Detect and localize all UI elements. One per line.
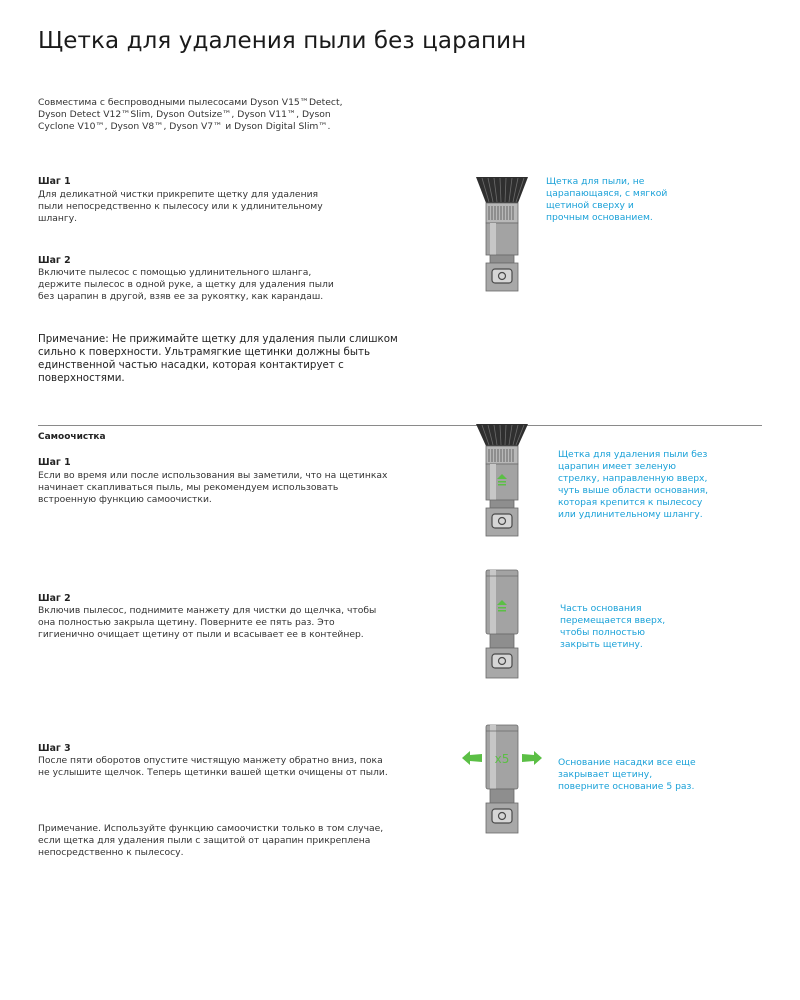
page-title: Щетка для удаления пыли без царапин xyxy=(38,28,527,54)
self-clean-step3-title: Шаг 3 xyxy=(38,743,71,754)
usage-note: Примечание: Не прижимайте щетку для удаления пыли слишком сильно к поверхности. Ультрамягкие щетинки должны быть единственной частью насадки, которая контактирует с поверхностями. xyxy=(38,333,398,384)
compatibility-text: Совместима с беспроводными пылесосами Dyson V15™Detect, Dyson Detect V12™Slim, Dyson Outsize™, Dyson V11™, Dyson Cyclone V10™, Dyson V8™, Dyson V7™ и Dyson Digital Slim™. xyxy=(38,97,343,132)
rotate-caption: Основание насадки все еще закрывает щетину, поверните основание 5 раз. xyxy=(558,757,696,792)
self-clean-note: Примечание. Используйте функцию самоочистки только в том случае, если щетка для удаления пыли с защитой от царапин прикреплена непосредственно к пылесосу. xyxy=(38,823,384,858)
brush-arrow-illustration xyxy=(474,424,530,539)
usage-step2-text: Включите пылесос с помощью удлинительного шланга, держите пылесос в одной руке, а щетку для удаления пыли без царапин в другой, взяв ее за рукоятку, как карандаш. xyxy=(38,267,334,302)
self-clean-step2-title: Шаг 2 xyxy=(38,593,71,604)
usage-step2-title: Шаг 2 xyxy=(38,255,71,266)
rotate-right-arrow-icon xyxy=(522,751,542,765)
brush-tool-illustration xyxy=(474,175,530,295)
rotation-count-label: x5 xyxy=(494,752,510,766)
cuff-raised-illustration xyxy=(474,568,530,683)
green-arrow-caption: Щетка для удаления пыли без царапин имеет зеленую стрелку, направленную вверх, чуть выше области основания, которая крепится к пылесосу или удлинительному шлангу. xyxy=(558,449,709,520)
self-clean-step1-text: Если во время или после использования вы заметили, что на щетинках начинает скапливаться пыль, мы рекомендуем использовать встроенную функцию самоочистки. xyxy=(38,470,388,505)
section-divider xyxy=(38,425,762,426)
brush-caption: Щетка для пыли, не царапающаяся, с мягкой щетиной сверху и прочным основанием. xyxy=(546,176,668,223)
rotate-illustration xyxy=(460,723,544,839)
cuff-up-caption: Часть основания перемещается вверх, чтобы полностью закрыть щетину. xyxy=(560,603,666,650)
usage-step1-title: Шаг 1 xyxy=(38,176,71,187)
self-clean-section-title: Самоочистка xyxy=(38,432,106,442)
self-clean-step1-title: Шаг 1 xyxy=(38,457,71,468)
self-clean-step2-text: Включив пылесос, поднимите манжету для чистки до щелчка, чтобы она полностью закрыла щетину. Поверните ее пять раз. Это гигиенично очищает щетину от пыли и всасывает ее в контейнер. xyxy=(38,605,377,640)
usage-step1-text: Для деликатной чистки прикрепите щетку для удаления пыли непосредственно к пылесосу или к удлинительному шлангу. xyxy=(38,189,323,224)
self-clean-step3-text: После пяти оборотов опустите чистящую манжету обратно вниз, пока не услышите щелчок. Теперь щетинки вашей щетки очищены от пыли. xyxy=(38,755,388,778)
rotate-left-arrow-icon xyxy=(462,751,482,765)
